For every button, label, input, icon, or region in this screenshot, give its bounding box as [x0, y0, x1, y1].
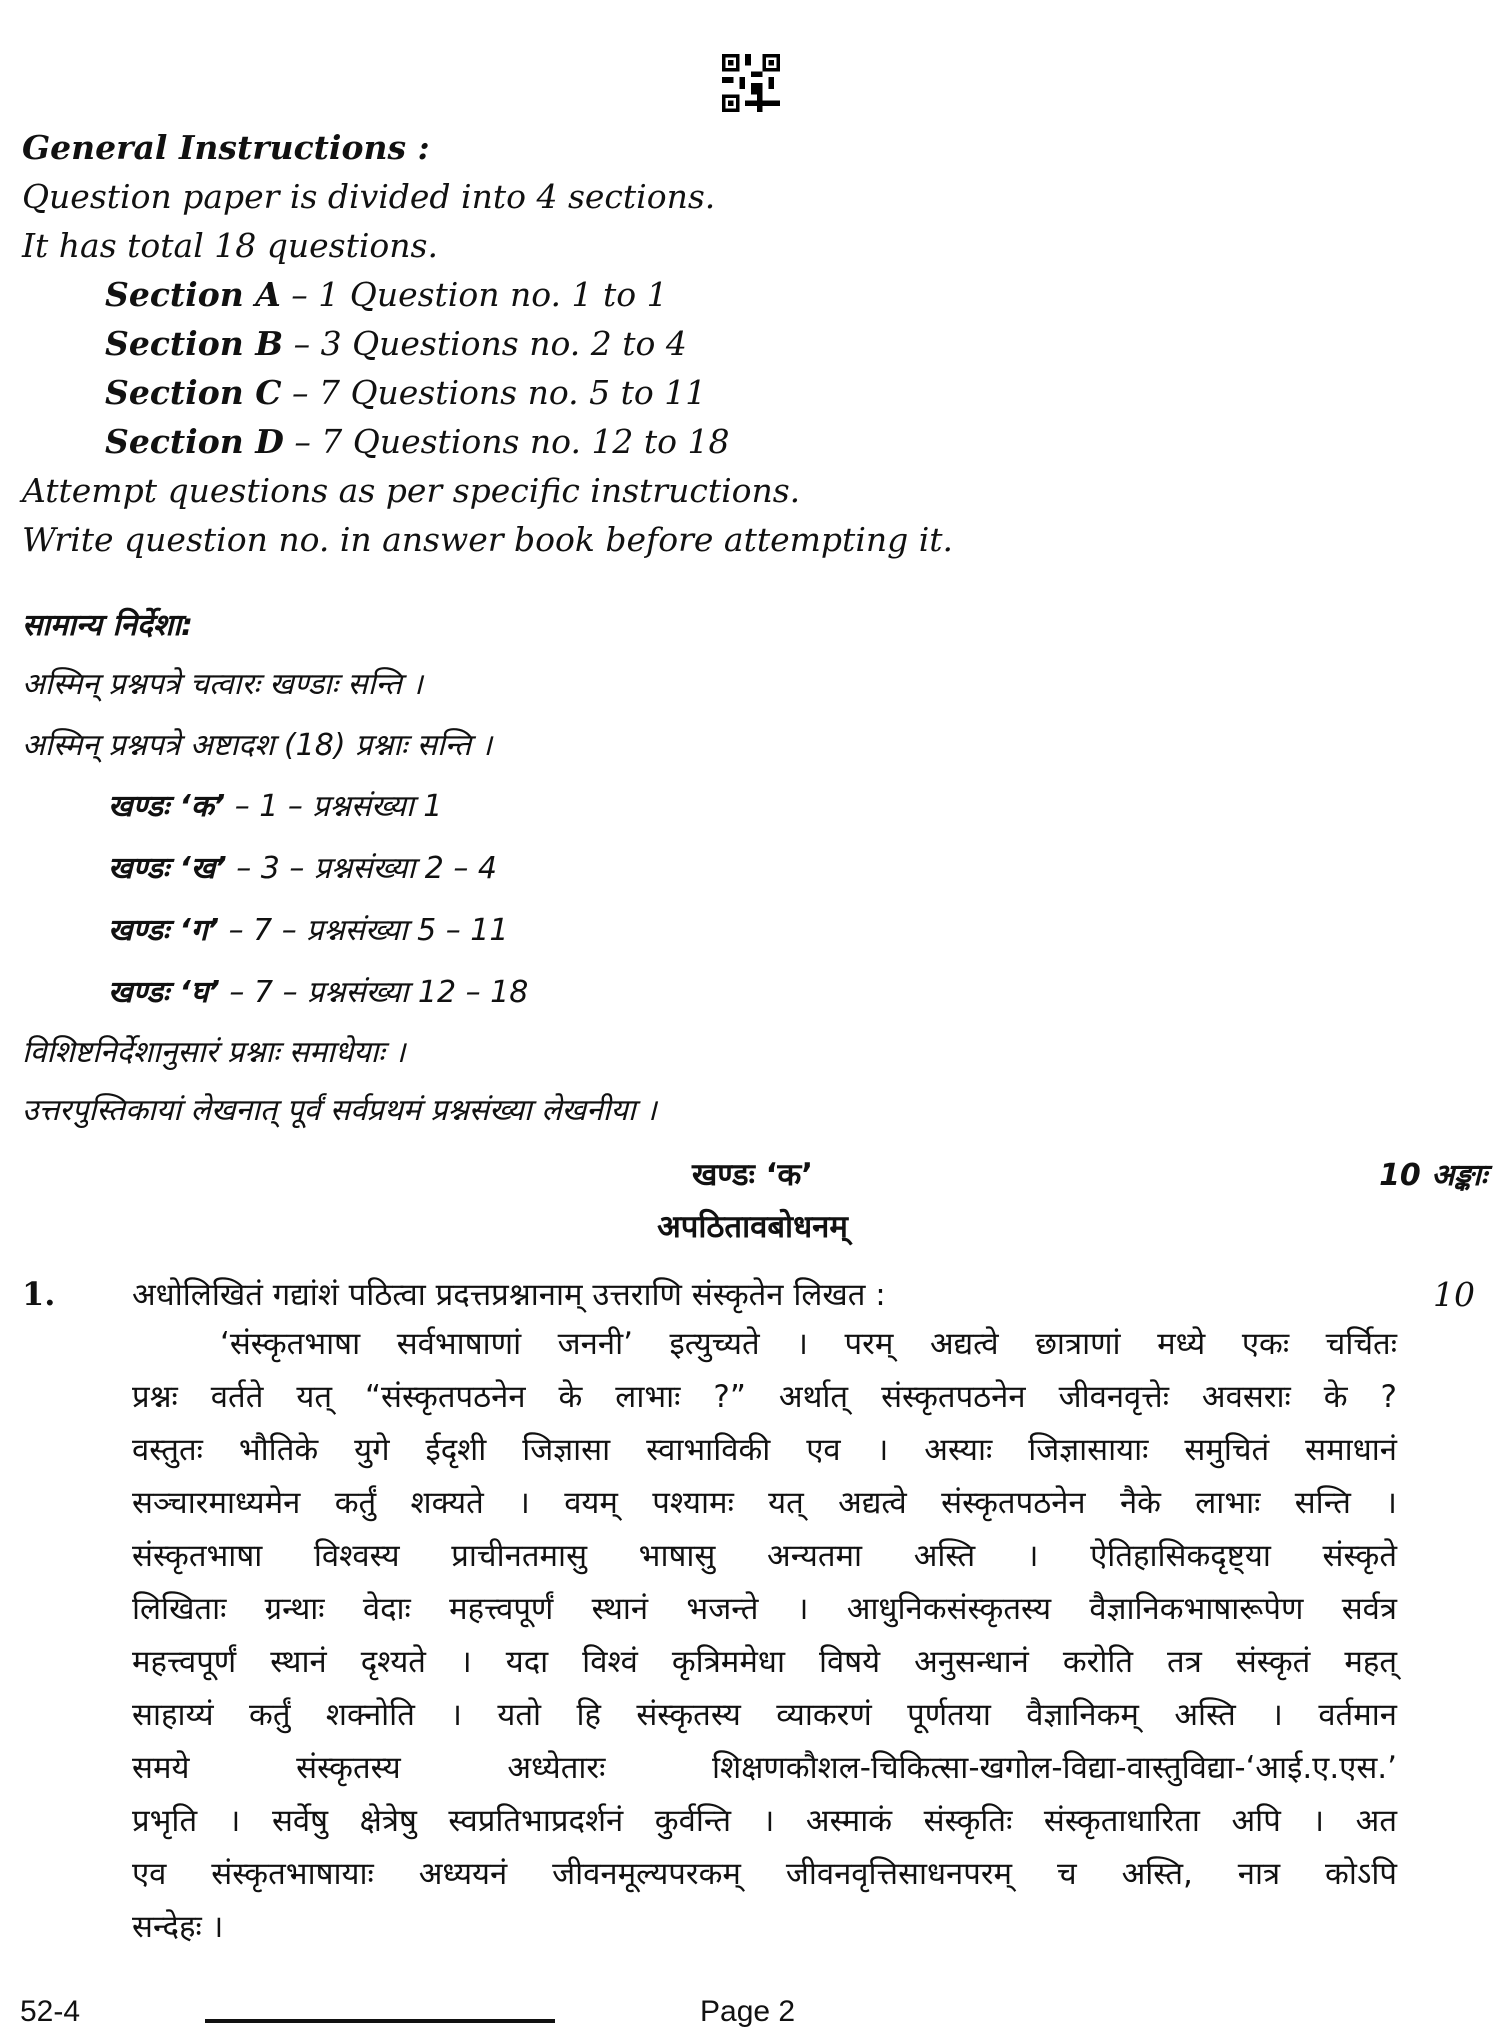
passage-line: एव संस्कृतभाषायाः अध्ययनं जीवनमूल्यपरकम् जीवनवृत्तिसाधनपरम् च अस्ति, नात्र कोऽपि — [132, 1856, 1397, 1892]
section-text: – 1 Question no. 1 to 1 — [291, 275, 668, 314]
section-title: खण्डः ‘क’ — [691, 1157, 814, 1193]
section-text: – 3 – प्रश्नसंख्या 2 – 4 — [236, 851, 497, 886]
general-instructions-heading: General Instructions : — [22, 128, 430, 167]
section-text: – 7 Questions no. 5 to 11 — [291, 373, 707, 412]
section-text: – 3 Questions no. 2 to 4 — [293, 324, 687, 363]
passage-line: सन्देहः । — [132, 1909, 224, 1945]
section-line — [108, 784, 442, 825]
passage-line: प्रभृति । सर्वेषु क्षेत्रेषु स्वप्रतिभाप्रदर्शनं कुर्वन्ति । अस्माकं संस्कृतिः संस्कृताधारिता अपि । अत — [132, 1803, 1397, 1839]
instruction-line: It has total 18 questions. — [22, 226, 438, 265]
passage-line: सञ्चारमाध्यमेन कर्तुं शक्यते । वयम् पश्यामः यत् अद्यत्वे संस्कृतपठनेन नैके लाभाः सन्ति । — [132, 1485, 1397, 1521]
passage-line: महत्त्वपूर्णं स्थानं दृश्यते । यदा विश्वं कृत्रिममेधा विषये अनुसन्धानं करोति तत्र संस्कृतं महत् — [132, 1644, 1397, 1680]
section-label: Section A — [105, 275, 281, 314]
instruction-line: अस्मिन् प्रश्नपत्रे चत्वारः खण्डाः सन्ति । — [22, 667, 423, 702]
passage-line: प्रश्नः वर्तते यत् “संस्कृतपठनेन के लाभाः ?” अर्थात् संस्कृतपठनेन जीवनवृत्तेः अवसराः के ? — [132, 1379, 1397, 1415]
section-line — [105, 275, 668, 314]
section-line — [105, 373, 706, 412]
section-line — [105, 324, 687, 363]
passage-line: ‘संस्कृतभाषा सर्वभाषाणां जननी’ इत्युच्यते । परम् अद्यत्वे छात्राणां मध्ये एकः चर्चितः — [220, 1326, 1397, 1362]
section-label: Section D — [105, 422, 284, 461]
page-number: Page 2 — [700, 1995, 796, 2028]
qr-code — [722, 54, 780, 112]
footer-rule — [205, 2019, 555, 2023]
section-line — [105, 422, 730, 461]
section-label: खण्डः ‘ग’ — [108, 913, 220, 948]
section-text: – 1 – प्रश्नसंख्या 1 — [234, 789, 443, 824]
section-label: Section B — [105, 324, 284, 363]
section-line — [108, 908, 508, 949]
instruction-line: विशिष्टनिर्देशानुसारं प्रश्नाः समाधेयाः । — [22, 1035, 406, 1070]
samanya-heading: सामान्य निर्देशा: — [22, 608, 193, 643]
section-text: – 7 – प्रश्नसंख्या 12 – 18 — [229, 975, 529, 1010]
section-subtitle: अपठितावबोधनम् — [657, 1209, 848, 1245]
passage-line: समये संस्कृतस्य अध्येतारः शिक्षणकौशल-चिकित्सा-खगोल-विद्या-वास्तुविद्या-‘आई.ए.एस.’ — [132, 1750, 1397, 1786]
section-label: Section C — [105, 373, 282, 412]
section-marks: 10 अङ्काः — [1379, 1158, 1487, 1193]
section-label: खण्डः ‘क’ — [108, 789, 226, 824]
question-marks: 10 — [1433, 1275, 1475, 1314]
section-label: खण्डः ‘घ’ — [108, 975, 220, 1010]
passage-line: संस्कृतभाषा विश्वस्य प्राचीनतमासु भाषासु अन्यतमा अस्ति । ऐतिहासिकदृष्ट्या संस्कृते — [132, 1538, 1397, 1574]
instruction-line: Attempt questions as per specific instructions. — [22, 471, 801, 510]
paper-code: 52-4 — [20, 1995, 81, 2028]
section-text: – 7 Questions no. 12 to 18 — [294, 422, 730, 461]
instruction-line: अस्मिन् प्रश्नपत्रे अष्टादश (18) प्रश्नाः सन्ति । — [22, 728, 493, 763]
section-text: – 7 – प्रश्नसंख्या 5 – 11 — [228, 913, 509, 948]
instruction-line: Write question no. in answer book before attempting it. — [22, 520, 954, 559]
instruction-line: Question paper is divided into 4 sections. — [22, 177, 716, 216]
passage-line: वस्तुतः भौतिके युगे ईदृशी जिज्ञासा स्वाभाविकी एव । अस्याः जिज्ञासायाः समुचितं समाधानं — [132, 1432, 1397, 1468]
question-number: 1. — [22, 1275, 56, 1313]
question-prompt: अधोलिखितं गद्यांशं पठित्वा प्रदत्तप्रश्नानाम् उत्तराणि संस्कृतेन लिखत : — [132, 1277, 886, 1313]
section-line — [108, 846, 497, 887]
passage-line: लिखिताः ग्रन्थाः वेदाः महत्त्वपूर्णं स्थानं भजन्ते । आधुनिकसंस्कृतस्य वैज्ञानिकभाषारूपेण सर्वत्र — [132, 1591, 1397, 1627]
passage-line: साहाय्यं कर्तुं शक्नोति । यतो हि संस्कृतस्य व्याकरणं पूर्णतया वैज्ञानिकम् अस्ति । वर्तमान — [132, 1697, 1397, 1733]
section-label: खण्डः ‘ख’ — [108, 851, 227, 886]
instruction-line: उत्तरपुस्तिकायां लेखनात् पूर्वं सर्वप्रथमं प्रश्नसंख्या लेखनीया । — [22, 1093, 657, 1128]
section-line — [108, 970, 528, 1011]
